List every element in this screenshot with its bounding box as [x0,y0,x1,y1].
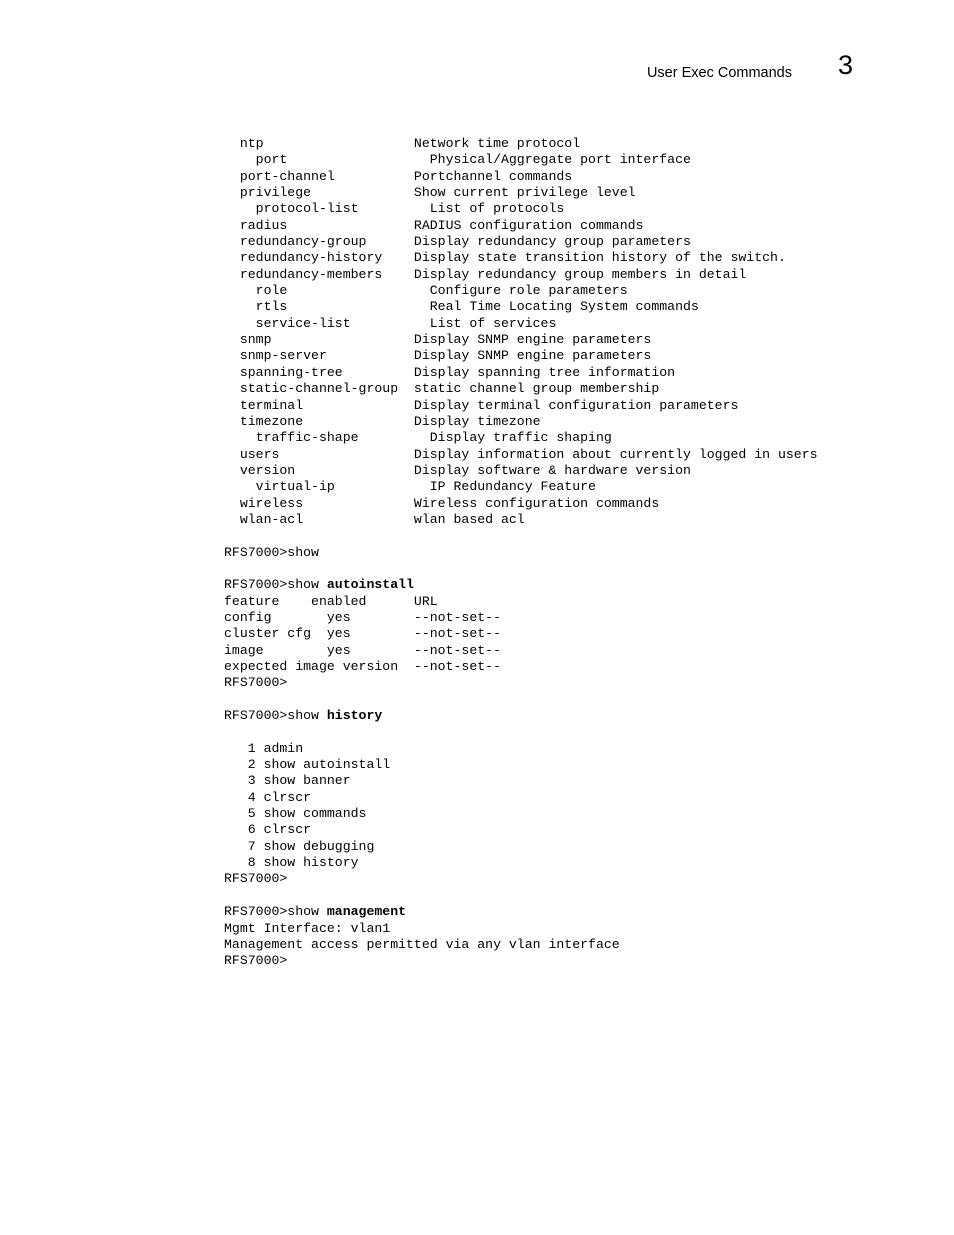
cli-line [224,218,818,234]
cli-line [224,414,818,430]
cli-line [224,528,818,544]
cli-line [224,659,818,675]
cli-line [224,348,818,364]
cli-line [224,773,818,789]
cli-line-text: wireless Wireless configuration commands [224,495,660,511]
cli-line-text: rtls Real Time Locating System commands [224,299,699,315]
cli-line [224,888,818,904]
cli-line-text: 7 show debugging [224,838,375,854]
cli-line [224,136,818,152]
cli-line-text: timezone Display timezone [224,413,541,429]
cli-line-text: RFS7000> [224,953,288,969]
cli-line-text: cluster cfg yes --not-set-- [224,626,501,642]
cli-line-text: static-channel-group static channel group membership [224,381,660,397]
cli-line-text: RFS7000>show [224,904,327,920]
cli-line [224,610,818,626]
cli-line [224,201,818,217]
cli-line [224,594,818,610]
cli-line-text: users Display information about currently logged in users [224,446,818,462]
cli-line-text: redundancy-members Display redundancy group members in detail [224,266,747,282]
cli-line-text: 4 clrscr [224,789,312,805]
cli-line [224,626,818,642]
cli-line-text: traffic-shape Display traffic shaping [224,430,612,446]
cli-line [224,169,818,185]
cli-line-text: 3 show banner [224,773,351,789]
cli-line [224,365,818,381]
cli-line-text: protocol-list List of protocols [224,201,565,217]
cli-line [224,561,818,577]
cli-line-text: 1 admin [224,740,304,756]
cli-line [224,185,818,201]
cli-command-keyword: history [326,708,383,724]
cli-line-text: redundancy-group Display redundancy group parameters [224,234,691,250]
cli-line-text: wlan-acl wlan based acl [224,511,525,527]
cli-line-text: version Display software & hardware version [224,462,691,478]
cli-line [224,316,818,332]
cli-line-text: service-list List of services [224,315,557,331]
cli-line-text: 6 clrscr [224,822,312,838]
header-title: User Exec Commands [646,65,792,81]
cli-line-text: 8 show history [224,855,359,871]
cli-line [224,299,818,315]
cli-line [224,822,818,838]
cli-line [224,790,818,806]
cli-line [224,839,818,855]
cli-line [224,871,818,887]
cli-line-text: role Configure role parameters [224,283,628,299]
cli-line [224,463,818,479]
cli-line [224,479,818,495]
cli-line [224,496,818,512]
cli-line [224,381,818,397]
cli-line [224,545,818,561]
cli-line-text: RFS7000> [224,871,288,887]
cli-line [224,398,818,414]
cli-line-text: ntp Network time protocol [224,136,581,151]
cli-line-text: RFS7000>show [224,577,327,593]
cli-line [224,577,818,593]
cli-line-text: Mgmt Interface: vlan1 [224,920,391,936]
cli-line [224,234,818,250]
cli-line-text: RFS7000>show [224,544,319,560]
cli-line [224,692,818,708]
cli-line-text: 5 show commands [224,806,367,822]
cli-line-text: redundancy-history Display state transition history of the switch. [224,250,786,266]
cli-command-keyword: management [326,904,407,920]
cli-command-keyword: autoinstall [326,577,414,593]
cli-line-text: port-channel Portchannel commands [224,168,573,184]
cli-line [224,332,818,348]
cli-line [224,937,818,953]
cli-line [224,921,818,937]
cli-line-text: terminal Display terminal configuration parameters [224,397,739,413]
cli-line [224,643,818,659]
cli-line-text: snmp-server Display SNMP engine parameters [224,348,652,364]
cli-line-text: image yes --not-set-- [224,642,501,658]
cli-line [224,447,818,463]
cli-line-text: RFS7000>show [224,708,327,724]
cli-line [224,283,818,299]
cli-line-text: snmp Display SNMP engine parameters [224,332,652,348]
cli-line [224,855,818,871]
cli-line [224,152,818,168]
cli-line-text: spanning-tree Display spanning tree information [224,364,676,380]
cli-line-text: expected image version --not-set-- [224,659,501,674]
cli-line-text: privilege Show current privilege level [224,185,636,201]
cli-line-text: RFS7000> [224,675,288,691]
chapter-number: 3 [838,50,854,80]
cli-line [224,267,818,283]
cli-line [224,512,818,528]
cli-line-text: virtual-ip IP Redundancy Feature [224,479,596,495]
cli-line [224,675,818,691]
cli-line-text: config yes --not-set-- [224,609,501,625]
cli-line-text: radius RADIUS configuration commands [224,217,644,233]
cli-line [224,430,818,446]
cli-line-text: 2 show autoinstall [224,757,391,773]
cli-line [224,806,818,822]
cli-line-text: feature enabled URL [224,593,438,609]
cli-line-text: port Physical/Aggregate port interface [224,152,691,168]
cli-line [224,904,818,920]
cli-line-text: Management access permitted via any vlan interface [224,936,620,952]
cli-output [224,136,818,970]
cli-line [224,741,818,757]
cli-line [224,953,818,969]
cli-line [224,757,818,773]
cli-line [224,724,818,740]
cli-line [224,708,818,724]
cli-line [224,250,818,266]
